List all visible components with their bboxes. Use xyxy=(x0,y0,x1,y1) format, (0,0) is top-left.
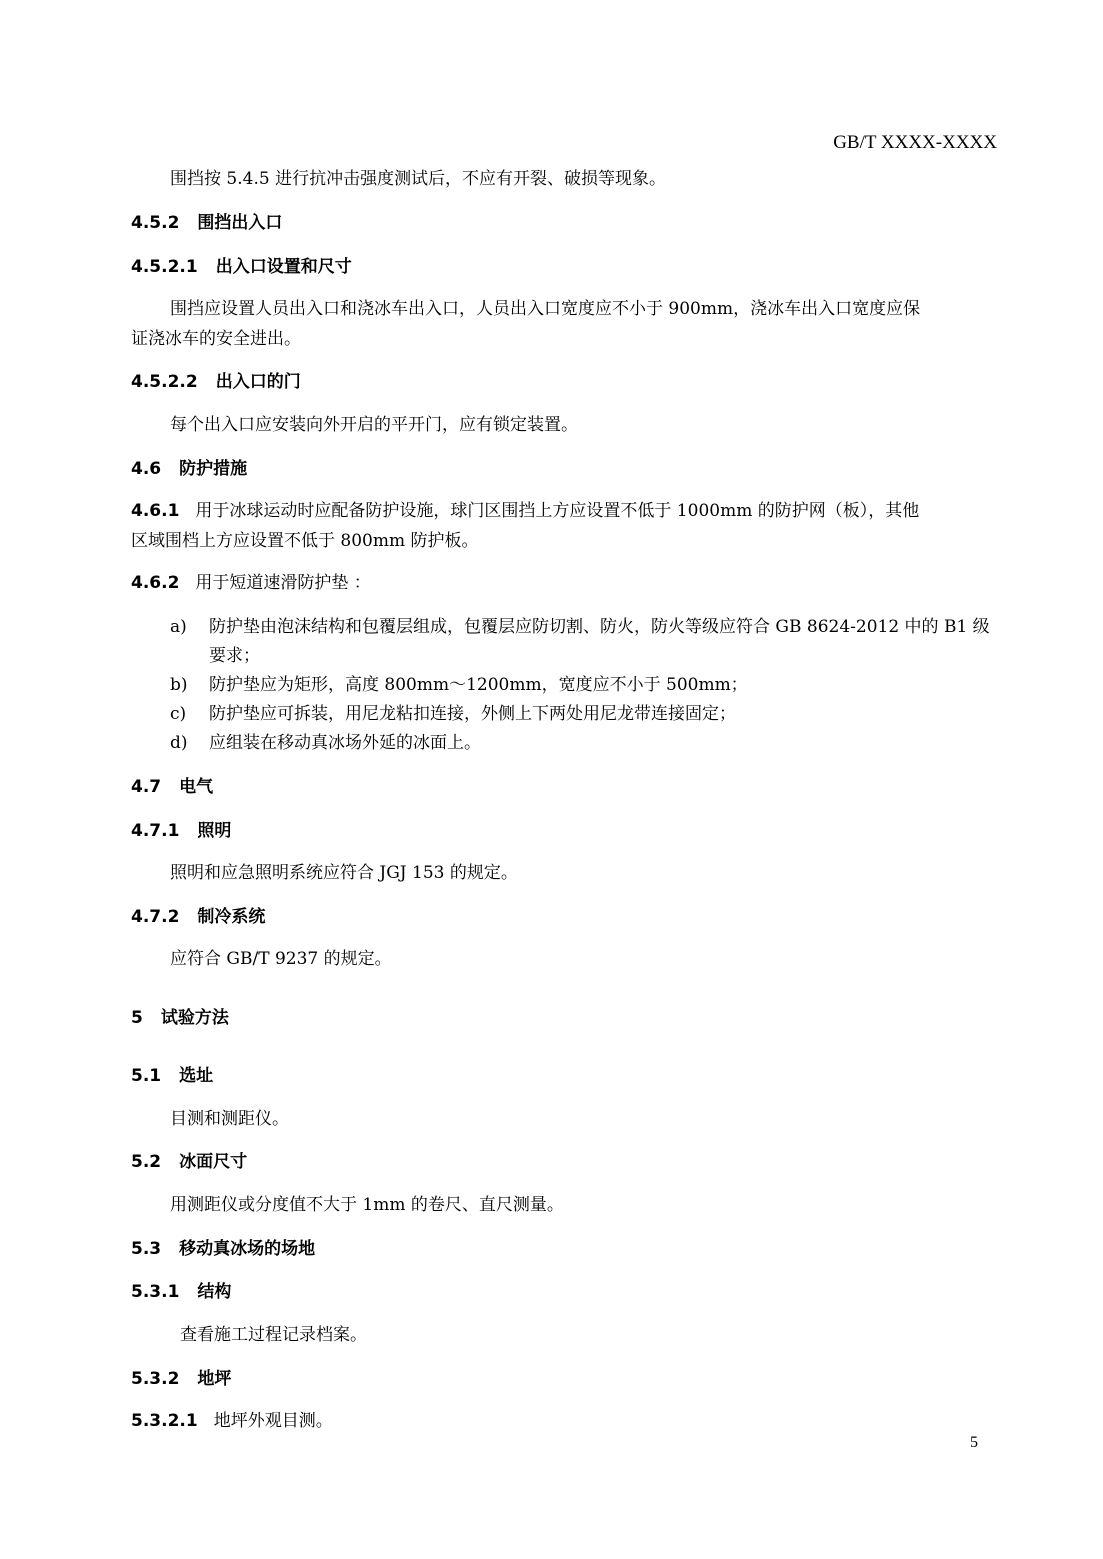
heading-title: 制冷系统 xyxy=(197,907,266,927)
heading-title: 移动真冰场的场地 xyxy=(179,1239,316,1259)
list-marker: b) xyxy=(170,675,188,695)
heading-title: 出入口设置和尺寸 xyxy=(215,257,352,277)
paragraph-refrigeration: 应符合 GB/T 9237 的规定。 xyxy=(170,949,392,969)
list-text: 防护垫由泡沫结构和包覆层组成，包覆层应防切割、防火，防火等级应符合 GB 8624-2012 中的 B1 级要求； xyxy=(209,617,990,666)
paragraph-4-6-1-line1 xyxy=(131,496,919,526)
heading-title: 围挡出入口 xyxy=(197,213,283,233)
clause-number: 5.3.2.1 xyxy=(131,1411,198,1431)
heading-number: 4.7 xyxy=(131,777,162,797)
heading-number: 5.1 xyxy=(131,1066,162,1086)
heading-number: 5.3.1 xyxy=(131,1282,180,1302)
heading-number: 4.6 xyxy=(131,459,162,479)
heading-title: 出入口的门 xyxy=(215,372,301,392)
document-code: GB/T XXXX-XXXX xyxy=(833,132,997,153)
paragraph-5-2: 用测距仪或分度值不大于 1mm 的卷尺、直尺测量。 xyxy=(170,1195,564,1215)
heading-5-3 xyxy=(131,1234,315,1259)
heading-title: 试验方法 xyxy=(160,1008,229,1028)
heading-4-5-2 xyxy=(131,208,282,233)
paragraph-entrance-line2: 证浇冰车的安全进出。 xyxy=(131,329,301,349)
list-item-b xyxy=(170,671,999,700)
heading-number: 4.7.2 xyxy=(131,907,180,927)
heading-5-3-1 xyxy=(131,1277,231,1302)
list-text: 防护垫应为矩形，高度 800mm～1200mm，宽度应不小于 500mm； xyxy=(209,675,748,695)
paragraph-lighting: 照明和应急照明系统应符合 JGJ 153 的规定。 xyxy=(170,863,518,883)
heading-number: 5.3 xyxy=(131,1239,162,1259)
heading-5 xyxy=(131,1003,229,1028)
heading-title: 选址 xyxy=(179,1066,214,1086)
heading-4-5-2-1 xyxy=(131,252,352,277)
heading-number: 4.5.2 xyxy=(131,213,180,233)
paragraph-door: 每个出入口应安装向外开启的平开门，应有锁定装置。 xyxy=(170,415,578,435)
heading-title: 地坪 xyxy=(197,1369,232,1389)
paragraph-entrance-line1: 围挡应设置人员出入口和浇冰车出入口，人员出入口宽度应不小于 900mm，浇冰车出入口宽度应保 xyxy=(170,299,921,319)
heading-number: 5.3.2 xyxy=(131,1369,180,1389)
paragraph-5-3-1: 查看施工过程记录档案。 xyxy=(180,1325,367,1345)
heading-5-1 xyxy=(131,1061,213,1086)
clause-text: 地坪外观目测。 xyxy=(213,1411,333,1431)
heading-4-6 xyxy=(131,454,247,479)
clause-number: 4.6.1 xyxy=(131,501,180,521)
page-number: 5 xyxy=(970,1434,978,1451)
list-marker: c) xyxy=(170,704,187,724)
heading-title: 冰面尺寸 xyxy=(179,1152,248,1172)
heading-4-5-2-2 xyxy=(131,367,301,392)
list-marker: a) xyxy=(170,617,187,637)
paragraph-impact-test: 围挡按 5.4.5 进行抗冲击强度测试后，不应有开裂、破损等现象。 xyxy=(170,169,667,189)
paragraph-4-6-2 xyxy=(131,568,371,598)
list-item-a xyxy=(170,613,999,671)
list-item-d xyxy=(170,729,999,758)
clause-text: 用于冰球运动时应配备防护设施，球门区围挡上方应设置不低于 1000mm 的防护网（板），其他 xyxy=(195,501,920,521)
clause-number: 4.6.2 xyxy=(131,573,180,593)
heading-number: 4.5.2.1 xyxy=(131,257,198,277)
heading-number: 5.2 xyxy=(131,1152,162,1172)
heading-title: 结构 xyxy=(197,1282,232,1302)
heading-title: 电气 xyxy=(179,777,214,797)
heading-4-7-2 xyxy=(131,902,265,927)
list-item-c xyxy=(170,700,999,729)
heading-title: 防护措施 xyxy=(179,459,248,479)
heading-title: 照明 xyxy=(197,821,232,841)
paragraph-5-1: 目测和测距仪。 xyxy=(170,1109,289,1129)
paragraph-5-3-2-1 xyxy=(131,1406,333,1436)
heading-number: 5 xyxy=(131,1008,143,1028)
list-text: 防护垫应可拆装，用尼龙粘扣连接，外侧上下两处用尼龙带连接固定； xyxy=(209,704,736,724)
heading-5-3-2 xyxy=(131,1364,231,1389)
heading-4-7-1 xyxy=(131,816,231,841)
heading-4-7 xyxy=(131,772,213,797)
paragraph-4-6-1-line2: 区域围档上方应设置不低于 800mm 防护板。 xyxy=(131,531,479,551)
clause-text: 用于短道速滑防护垫 ： xyxy=(195,573,371,593)
heading-number: 4.5.2.2 xyxy=(131,372,198,392)
heading-number: 4.7.1 xyxy=(131,821,180,841)
list-marker: d) xyxy=(170,733,188,753)
list-text: 应组装在移动真冰场外延的冰面上。 xyxy=(209,733,481,753)
heading-5-2 xyxy=(131,1147,247,1172)
